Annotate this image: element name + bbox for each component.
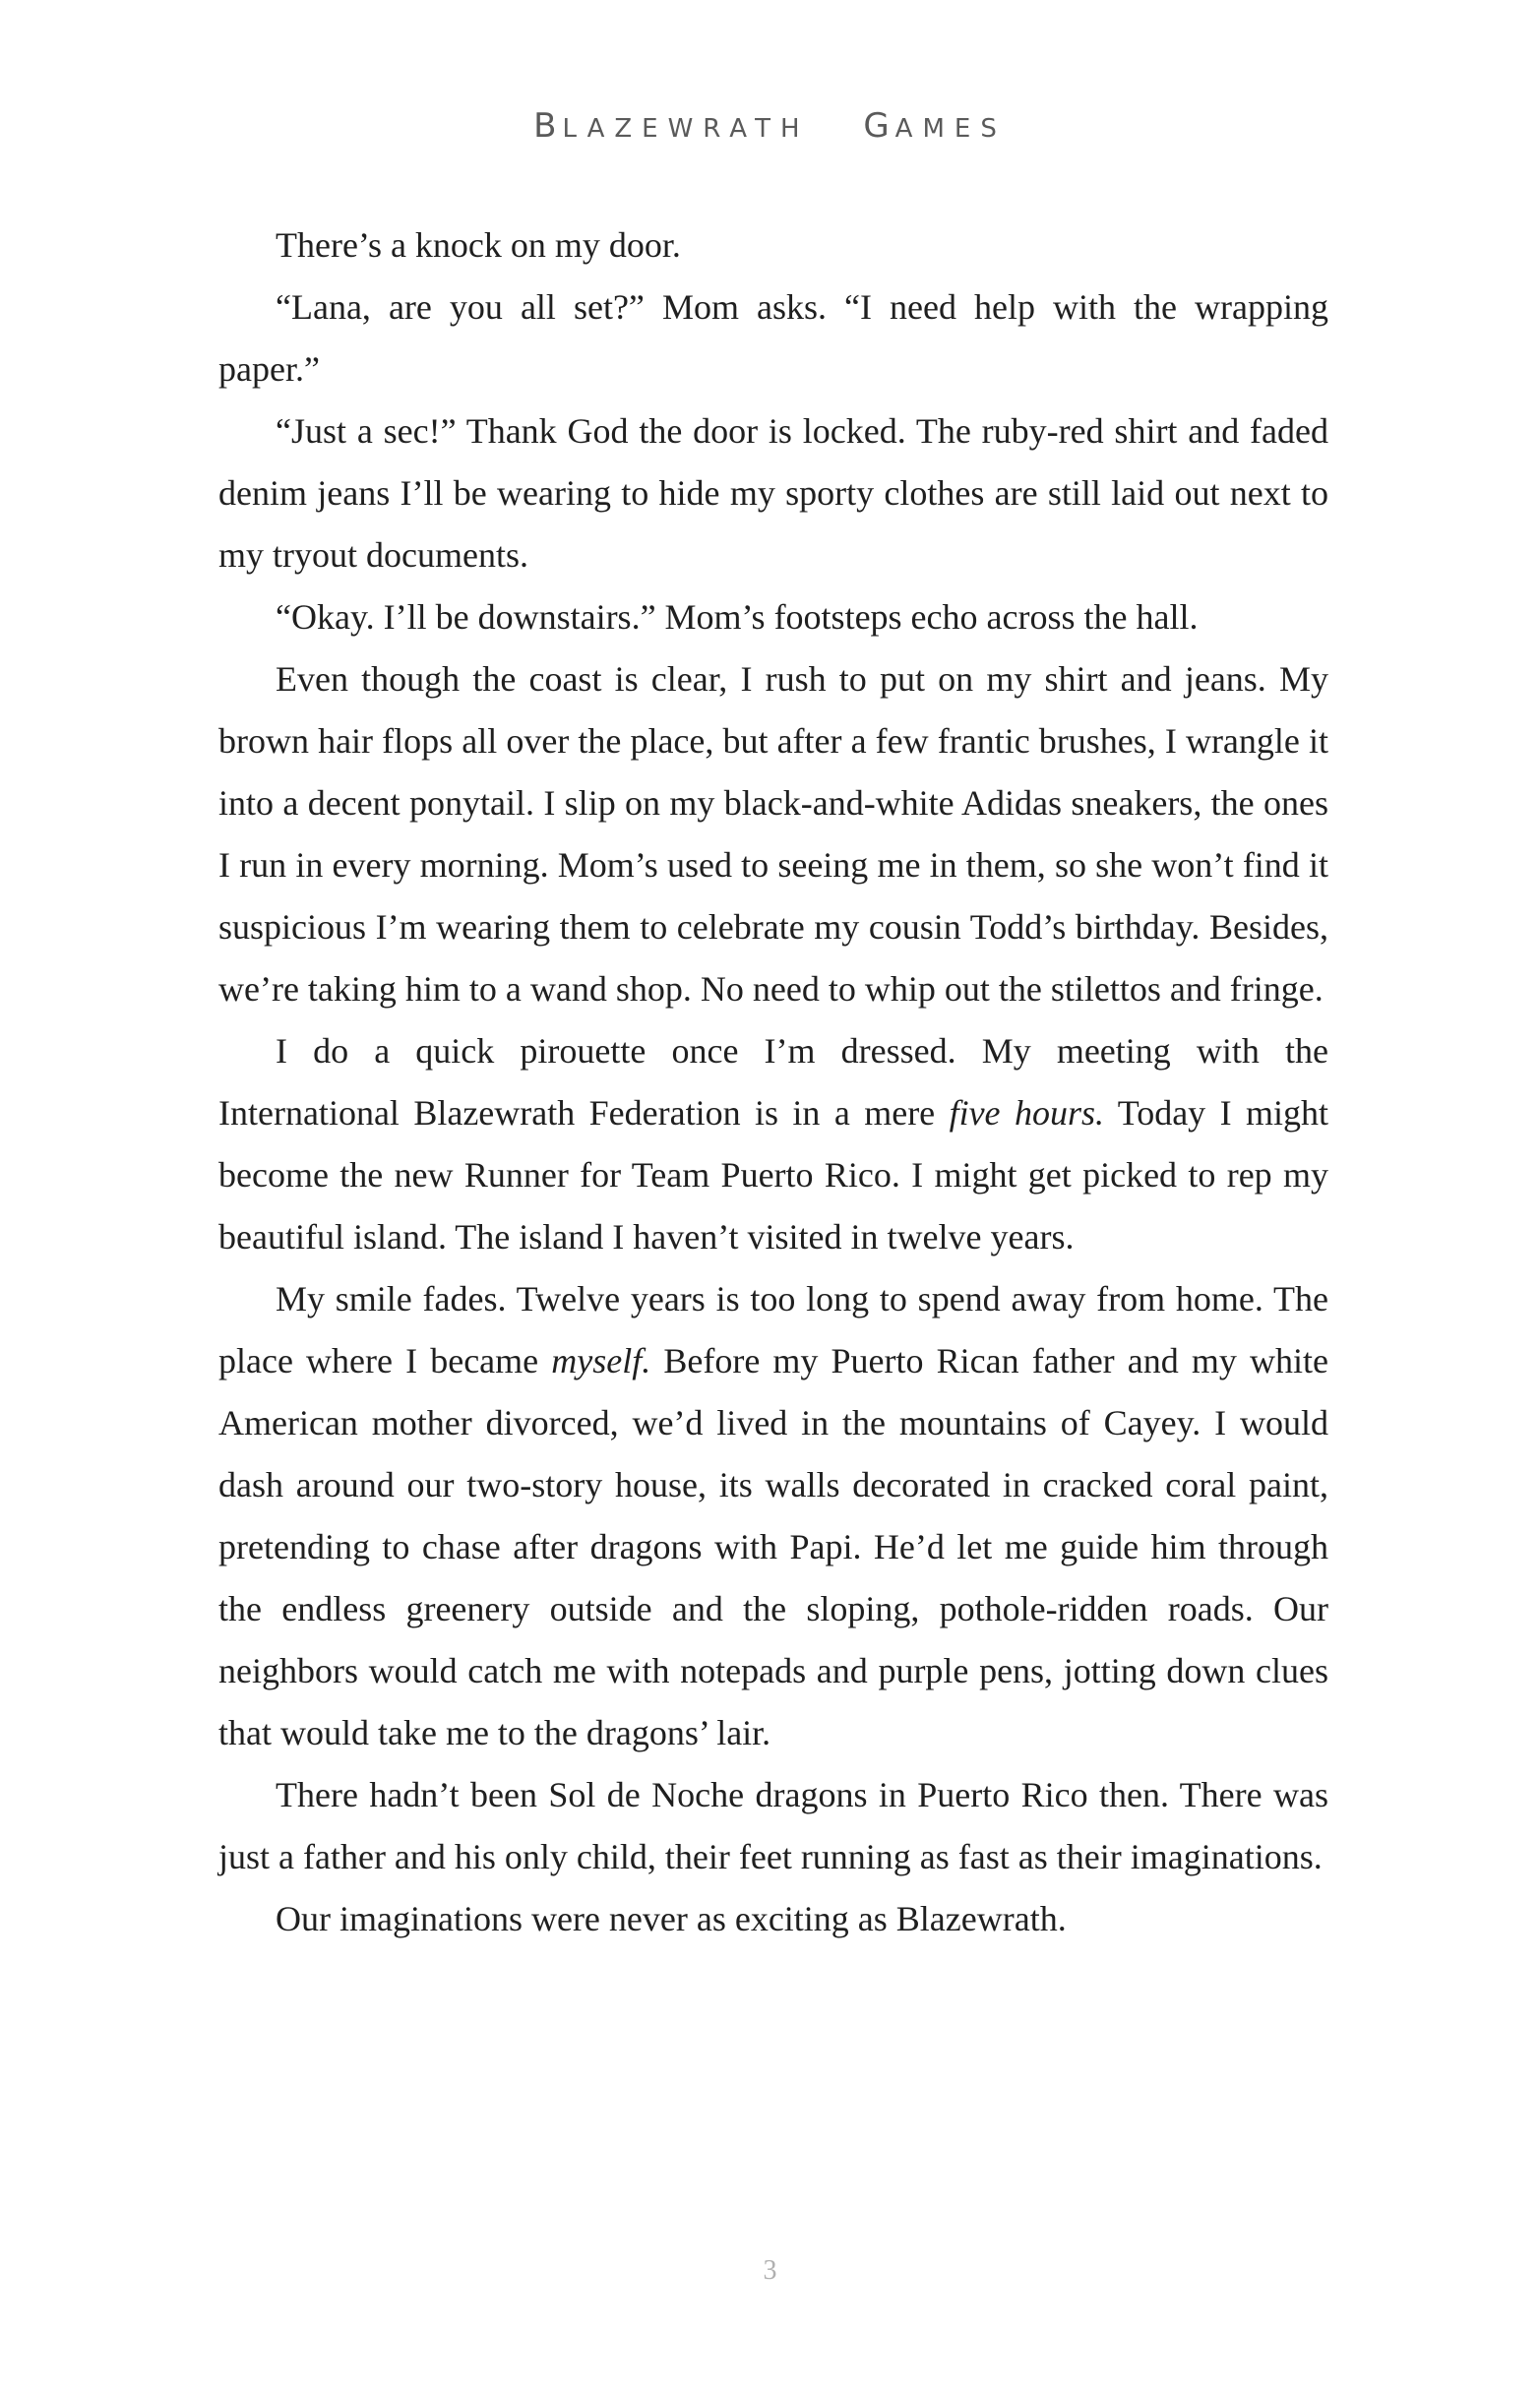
paragraph	[218, 1268, 1328, 1764]
paragraph-text: I do a quick pirouette once I’m dressed. My meeting with the International Blazewrath Federation is in a mere	[218, 1031, 1328, 1133]
paragraph	[218, 1020, 1328, 1268]
paragraph: “Okay. I’ll be downstairs.” Mom’s footsteps echo across the hall.	[276, 597, 1199, 637]
body-text	[218, 215, 1328, 1950]
paragraph: Our imaginations were never as exciting as Blazewrath.	[276, 1899, 1067, 1938]
emphasis: five hours.	[949, 1093, 1104, 1133]
paragraph: Even though the coast is clear, I rush to put on my shirt and jeans. My brown hair flops all over the place, but after a few frantic brushes, I wrangle it into a decent ponytail. I slip on my black-and-white Adidas sneakers, the ones I run in every morning. Mom’s used to seeing me in them, so she won’t find it suspicious I’m wearing them to celebrate my cousin Todd’s birthday. Besides, we’re taking him to a wand shop. No need to whip out the stilettos and fringe.	[218, 659, 1328, 1009]
paragraph: “Just a sec!” Thank God the door is locked. The ruby-red shirt and faded denim jeans I’ll be wearing to hide my sporty clothes are still laid out next to my tryout documents.	[218, 411, 1328, 575]
emphasis: myself.	[551, 1341, 651, 1380]
paragraph-text: Today I might become the new Runner for Team Puerto Rico. I might get picked to rep my beautiful island. The island I haven’t visited in twelve years.	[218, 1093, 1328, 1257]
paragraph: There hadn’t been Sol de Noche dragons in Puerto Rico then. There was just a father and his only child, their feet running as fast as their imaginations.	[218, 1775, 1328, 1876]
running-head-initial-2: G	[863, 106, 895, 146]
paragraph-text: My smile fades. Twelve years is too long to spend away from home. The place where I became	[218, 1279, 1328, 1380]
running-head	[0, 106, 1540, 146]
running-head-word-2: AMES	[894, 114, 1007, 144]
paragraph-text: Before my Puerto Rican father and my white American mother divorced, we’d lived in the mountains of Cayey. I would dash around our two-story house, its walls decorated in cracked coral paint, pretending to chase after dragons with Papi. He’d let me guide him through the endless greenery outside and the sloping, pothole-ridden roads. Our neighbors would catch me with notepads and purple pens, jotting down clues that would take me to the dragons’ lair.	[218, 1341, 1328, 1752]
paragraph: There’s a knock on my door.	[276, 225, 681, 265]
running-head-initial-1: B	[533, 106, 563, 146]
paragraph: “Lana, are you all set?” Mom asks. “I need help with the wrapping paper.”	[218, 287, 1328, 389]
running-head-word-1: LAZEWRATH	[562, 114, 810, 144]
page-number: 3	[763, 2255, 777, 2286]
